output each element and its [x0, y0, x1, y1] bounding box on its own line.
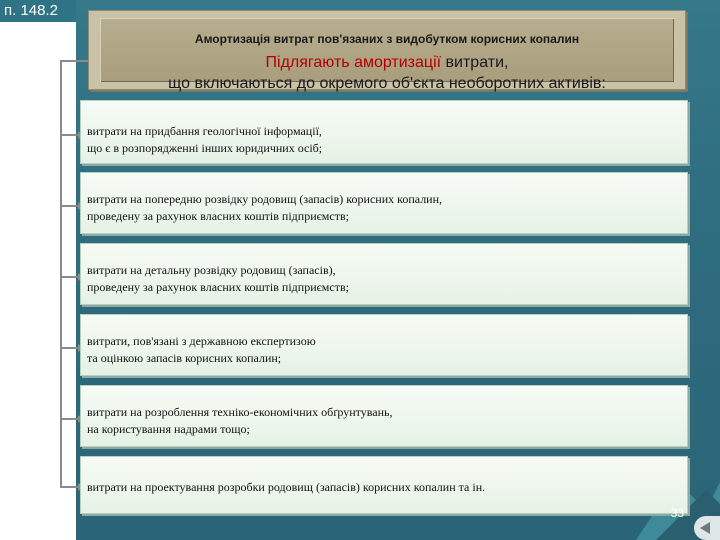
list-item — [80, 385, 688, 447]
item-text-line1: витрати, пов'язані з державною експертизою — [87, 334, 316, 348]
item-text-line1: витрати на попередню розвідку родовищ (запасів) корисних копалин, — [87, 192, 443, 206]
left-arrow-icon[interactable] — [694, 516, 720, 540]
connector-arrow — [60, 205, 79, 207]
connector-arrow — [60, 418, 79, 420]
page-number: 33 — [670, 506, 684, 520]
item-text-line2: проведену за рахунок власних коштів підприємств; — [87, 280, 349, 294]
header-line1-suffix: витрати, — [441, 54, 509, 71]
connector-arrow — [60, 486, 79, 488]
connector-arrow — [60, 134, 79, 136]
item-text-line1: витрати на придбання геологічної інформації, — [87, 124, 322, 138]
left-margin — [0, 0, 76, 540]
header-title: Амортизація витрат пов'язаних з видобутком корисних копалин — [194, 32, 580, 46]
header-panel — [88, 10, 686, 90]
list-item — [80, 243, 688, 305]
list-item — [80, 172, 688, 234]
header-accent-text: Підлягають амортизації — [265, 54, 442, 71]
header-subtitle-line1 — [100, 54, 674, 72]
item-text-line1: витрати на проектування розробки родовищ (запасів) корисних копалин та ін. — [87, 480, 486, 494]
list-item — [80, 314, 688, 376]
connector-arrow — [60, 276, 79, 278]
header-inner — [100, 18, 674, 92]
list-item — [80, 456, 688, 514]
connector-arrow — [60, 347, 79, 349]
item-text-line2: що є в розпорядженні інших юридичних осіб; — [87, 141, 323, 155]
item-text-line1: витрати на розроблення техніко-економічних обґрунтувань, — [87, 405, 393, 419]
connector-vertical-line — [60, 62, 62, 487]
item-text-line2: проведену за рахунок власних коштів підприємств; — [87, 209, 349, 223]
list-item — [80, 100, 688, 164]
item-text-line1: витрати на детальну розвідку родовищ (запасів), — [87, 263, 336, 277]
connector-top-line — [60, 60, 88, 62]
item-text-line2: на користування надрами тощо; — [87, 422, 250, 436]
section-label: п. 148.2 — [0, 0, 76, 22]
header-subtitle-line2: що включаються до окремого об'єкта необоротних активів: — [168, 75, 606, 92]
item-text-line2: та оцінкою запасів корисних копалин; — [87, 351, 282, 365]
